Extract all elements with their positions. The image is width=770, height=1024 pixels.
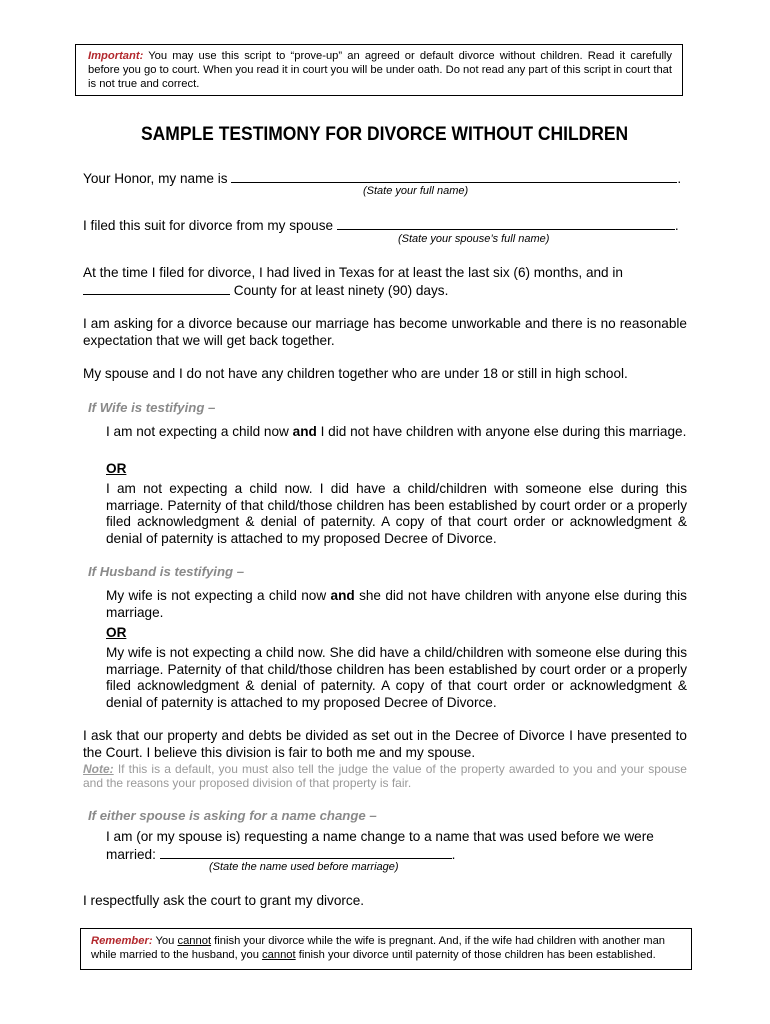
note-text: If this is a default, you must also tell the judge the value of the property awarded to you and your spouse and the reasons your proposed division of that property is fair. (83, 762, 687, 790)
property-paragraph: I ask that our property and debts be divided as set out in the Decree of Divorce I have presented to the Court. I believe this division is fair to both me and my spouse. (83, 728, 687, 760)
no-children-paragraph: My spouse and I do not have any children together who are under 18 or still in high school. (83, 366, 628, 381)
remember-label: Remember: (91, 935, 153, 947)
remember-cannot-1: cannot (177, 935, 212, 947)
note-label: Note: (83, 762, 114, 776)
name-change-heading: If either spouse is asking for a name change – (88, 808, 377, 823)
full-name-blank[interactable] (231, 170, 677, 183)
spouse-name-blank[interactable] (337, 217, 675, 230)
name-change-end: . (451, 846, 456, 862)
spouse-line (83, 217, 687, 235)
residency-text-2: County for at least ninety (90) days. (233, 282, 449, 298)
name-line-end: . (677, 171, 682, 186)
former-name-hint: (State the name used before marriage) (209, 861, 399, 873)
residency-text-1: At the time I filed for divorce, I had lived in Texas for at least the last six (6) months, and in (83, 265, 623, 280)
full-name-hint: (State your full name) (363, 185, 469, 197)
wife-opt1-text-a: I am not expecting a child now (106, 424, 289, 439)
wife-or-label: OR (106, 461, 127, 476)
name-change-text: I am (or my spouse is) requesting a name change to a name that was used before we were married: (106, 829, 654, 862)
unworkable-paragraph: I am asking for a divorce because our marriage has become unworkable and there is no reasonable expectation that we will get back together. (83, 316, 687, 348)
wife-opt1-text-b: I did not have children with anyone else during this marriage. (320, 424, 687, 439)
page-title: SAMPLE TESTIMONY FOR DIVORCE WITHOUT CHILDREN (141, 124, 629, 145)
wife-option-1 (106, 424, 687, 441)
wife-heading: If Wife is testifying – (88, 400, 216, 415)
name-change-paragraph (106, 829, 687, 863)
husband-or-label: OR (106, 625, 127, 640)
husband-option-2: My wife is not expecting a child now. She did have a child/children with someone else during this marriage. Paternity of that child/those children has been established by court order or a properly filed acknowledgment & denial of paternity. A copy of that court order or acknowledgment & denial of paternity is attached to my proposed Decree of Divorce. (106, 645, 687, 710)
husband-opt1-text-a: My wife is not expecting a child now (106, 588, 327, 603)
remember-text-1: You (155, 935, 175, 947)
remember-text-3: finish your divorce until paternity of those children has been established. (298, 948, 656, 961)
husband-opt1-text-b: she did not have children with anyone else during this marriage. (106, 588, 687, 620)
remember-notice (80, 928, 692, 970)
husband-heading: If Husband is testifying – (88, 564, 245, 579)
important-text: You may use this script to “prove-up” an agreed or default divorce without children. Read it carefully before you go to court. When you read it in court you will be under oath. Do not read any part of this script in court that is not true and correct. (88, 50, 673, 90)
important-notice (75, 44, 683, 96)
closing-request: I respectfully ask the court to grant my divorce. (83, 893, 365, 908)
name-line-text: Your Honor, my name is (83, 171, 228, 186)
important-label: Important: (88, 50, 144, 62)
spouse-line-text: I filed this suit for divorce from my spouse (83, 218, 334, 233)
spouse-line-end: . (674, 218, 679, 233)
husband-and: and (330, 588, 355, 603)
wife-and: and (292, 424, 317, 439)
property-note (83, 762, 687, 790)
wife-or (106, 461, 687, 478)
husband-option-1 (106, 588, 687, 621)
remember-cannot-2: cannot (262, 948, 296, 961)
residency-paragraph (83, 265, 687, 299)
wife-option-2: I am not expecting a child now. I did have a child/children with someone else during this marriage. Paternity of that child/those children has been established by court order or a properly filed acknowledgment & denial of paternity. A copy of that court order or acknowledgment & denial of paternity is attached to my proposed Decree of Divorce. (106, 481, 687, 546)
former-name-blank[interactable] (160, 846, 452, 859)
remember-text-2: finish your divorce while the wife is pregnant. And, if the wife had children with another man while married to the husband, you (91, 935, 666, 961)
husband-or (106, 625, 687, 642)
county-blank[interactable] (83, 282, 230, 295)
spouse-name-hint: (State your spouse’s full name) (398, 233, 550, 245)
